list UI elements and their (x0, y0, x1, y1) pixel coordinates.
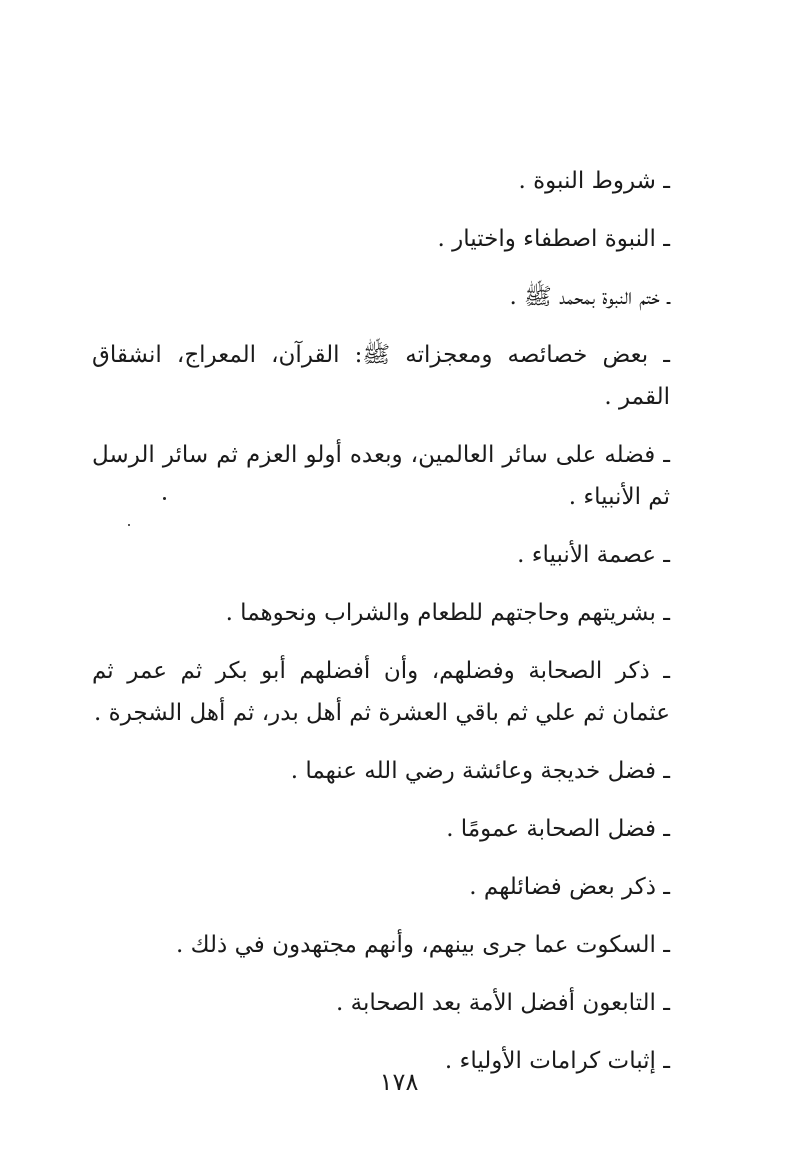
list-item: ـ شروط النبوة . (518, 168, 670, 194)
list-item: ـ بعض خصائصه ومعجزاته ﷺ: القرآن، المعراج، انشقاق القمر . (92, 342, 670, 410)
list-item: ـ عصمة الأنبياء . (517, 542, 670, 568)
list-item: ـ النبوة اصطفاء واختيار . (437, 226, 670, 252)
list-item: ـ فضل خديجة وعائشة رضي الله عنهما . (290, 758, 670, 784)
speck-mark (128, 524, 130, 526)
list-item: ـ ذكر الصحابة وفضلهم، وأن أفضلهم أبو بكر ثم عمر ثم عثمان ثم علي ثم باقي العشرة ثم أهل بدر، ثم أهل الشجرة . (92, 658, 670, 726)
list-item: ـ ذكر بعض فضائلهم . (469, 874, 670, 900)
list-item: ـ فضله على سائر العالمين، وبعده أولو العزم ثم سائر الرسل ثم الأنبياء . (92, 442, 671, 510)
speck-mark (163, 497, 166, 500)
list-item: ـ إثبات كرامات الأولياء . (444, 1048, 670, 1074)
list-item: ـ ختم النبوة بمحمد ﷺ . (509, 284, 670, 310)
document-body (92, 160, 700, 1098)
list-item: ـ فضل الصحابة عمومًا . (446, 816, 670, 842)
page-number: ١٧٨ (379, 1068, 419, 1096)
list-item: ـ التابعون أفضل الأمة بعد الصحابة . (336, 990, 670, 1016)
list-item: ـ بشريتهم وحاجتهم للطعام والشراب ونحوهما . (225, 600, 670, 626)
list-item: ـ السكوت عما جرى بينهم، وأنهم مجتهدون في ذلك . (176, 932, 670, 958)
